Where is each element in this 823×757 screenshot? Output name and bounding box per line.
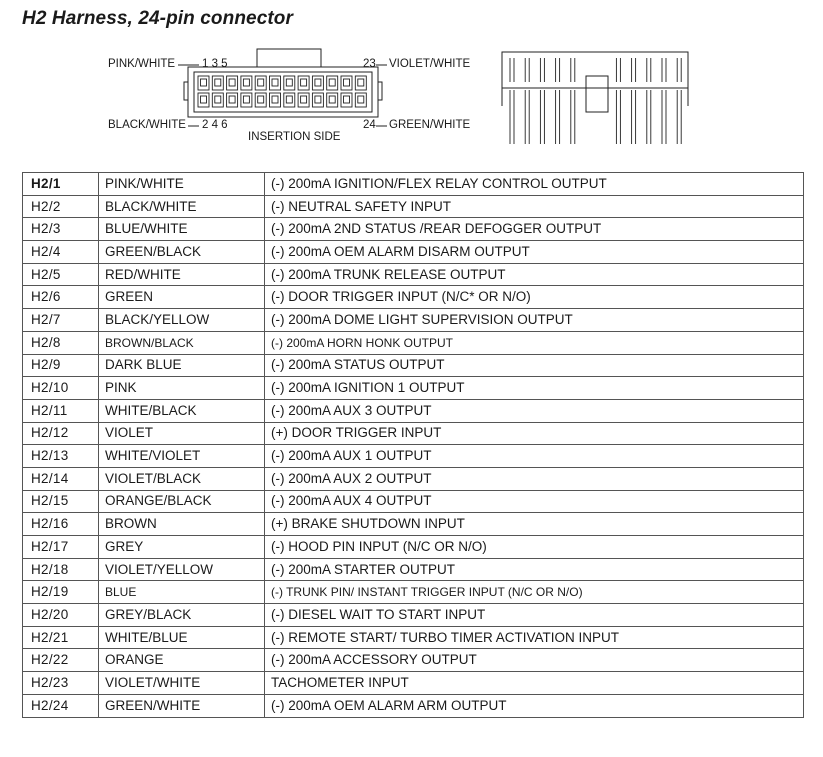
connector-cavity	[341, 93, 352, 107]
pin-id-cell: H2/8	[23, 331, 99, 354]
connector-cavity	[212, 93, 223, 107]
pin-function-cell: (-) HOOD PIN INPUT (N/C OR N/O)	[265, 536, 804, 559]
connector-terminal	[358, 96, 364, 103]
connector-terminal	[229, 79, 235, 86]
connector-cavity	[298, 76, 309, 90]
table-row	[23, 422, 804, 445]
pin-id-cell: H2/11	[23, 399, 99, 422]
connector-terminal	[258, 79, 264, 86]
wire-color-cell: WHITE/BLACK	[99, 399, 265, 422]
pin-id-cell: H2/24	[23, 694, 99, 717]
wire-color-cell: BROWN/BLACK	[99, 331, 265, 354]
connector-terminal	[344, 96, 350, 103]
table-row	[23, 672, 804, 695]
connector-terminal	[358, 79, 364, 86]
wire-color-cell: ORANGE/BLACK	[99, 490, 265, 513]
connector-cavity	[255, 76, 266, 90]
connector-terminal	[215, 79, 221, 86]
connector-cavity	[355, 93, 366, 107]
connector-cavity	[327, 76, 338, 90]
connector-side-diagram	[500, 48, 695, 146]
pin-id-cell: H2/10	[23, 377, 99, 400]
table-row	[23, 513, 804, 536]
connector-terminal	[329, 96, 335, 103]
connector-cavity	[212, 76, 223, 90]
connector-cavity	[227, 93, 238, 107]
connector-terminal	[229, 96, 235, 103]
connector-cavity	[198, 93, 209, 107]
pin-id-cell: H2/3	[23, 218, 99, 241]
pin-function-cell: (-) 200mA STATUS OUTPUT	[265, 354, 804, 377]
pin-id-cell: H2/4	[23, 241, 99, 264]
pin-id-cell: H2/16	[23, 513, 99, 536]
pin-function-cell: (+) BRAKE SHUTDOWN INPUT	[265, 513, 804, 536]
pin-id-cell: H2/5	[23, 263, 99, 286]
pin-function-cell: (-) 200mA AUX 4 OUTPUT	[265, 490, 804, 513]
pin-function-cell: (-) TRUNK PIN/ INSTANT TRIGGER INPUT (N/C OR N/O)	[265, 581, 804, 604]
table-row	[23, 581, 804, 604]
wire-color-cell: GREEN/WHITE	[99, 694, 265, 717]
pin-id-cell: H2/22	[23, 649, 99, 672]
connector-terminal	[272, 79, 278, 86]
pin-function-cell: (-) 200mA HORN HONK OUTPUT	[265, 331, 804, 354]
pinout-table	[22, 172, 804, 718]
connector-cavity	[241, 76, 252, 90]
pin-id-cell: H2/15	[23, 490, 99, 513]
wire-color-cell: ORANGE	[99, 649, 265, 672]
pin-function-cell: (-) 200mA IGNITION 1 OUTPUT	[265, 377, 804, 400]
wire-color-cell: BLACK/WHITE	[99, 195, 265, 218]
pin-id-cell: H2/17	[23, 536, 99, 559]
connector-cavity	[327, 93, 338, 107]
connector-cavity	[284, 76, 295, 90]
pin-function-cell: (-) 200mA ACCESSORY OUTPUT	[265, 649, 804, 672]
bottom-right-wire-label: GREEN/WHITE	[389, 119, 471, 131]
pin-id-cell: H2/18	[23, 558, 99, 581]
table-row	[23, 309, 804, 332]
pin-id-cell: H2/9	[23, 354, 99, 377]
connector-cavity	[355, 76, 366, 90]
table-row	[23, 218, 804, 241]
wire-color-cell: GREY	[99, 536, 265, 559]
wire-color-cell: BROWN	[99, 513, 265, 536]
connector-terminal	[344, 79, 350, 86]
top-left-pins-label: 1 3 5	[202, 58, 228, 70]
table-row	[23, 399, 804, 422]
connector-terminal	[201, 79, 207, 86]
connector-terminal	[243, 79, 249, 86]
connector-cavity	[298, 93, 309, 107]
table-row	[23, 558, 804, 581]
connector-terminal	[258, 96, 264, 103]
pin-id-cell: H2/2	[23, 195, 99, 218]
top-right-wire-label: VIOLET/WHITE	[389, 58, 471, 70]
pin-function-cell: TACHOMETER INPUT	[265, 672, 804, 695]
wire-color-cell: VIOLET/BLACK	[99, 467, 265, 490]
bottom-left-pins-label: 2 4 6	[202, 119, 228, 131]
pin-function-cell: (-) 200mA STARTER OUTPUT	[265, 558, 804, 581]
pin-function-cell: (-) 200mA 2ND STATUS /REAR DEFOGGER OUTPUT	[265, 218, 804, 241]
pin-id-cell: H2/1	[23, 173, 99, 196]
connector-terminal	[272, 96, 278, 103]
wire-color-cell: GREEN/BLACK	[99, 241, 265, 264]
table-row	[23, 536, 804, 559]
pin-function-cell: (-) NEUTRAL SAFETY INPUT	[265, 195, 804, 218]
wire-color-cell: BLUE/WHITE	[99, 218, 265, 241]
table-row	[23, 354, 804, 377]
wire-color-cell: VIOLET/YELLOW	[99, 558, 265, 581]
pin-function-cell: (-) 200mA AUX 3 OUTPUT	[265, 399, 804, 422]
pin-id-cell: H2/12	[23, 422, 99, 445]
top-left-wire-label: PINK/WHITE	[108, 58, 176, 70]
table-row	[23, 626, 804, 649]
insertion-side-label: INSERTION SIDE	[248, 131, 341, 143]
page-title: H2 Harness, 24-pin connector	[22, 8, 293, 29]
table-row	[23, 377, 804, 400]
connector-cavity	[341, 76, 352, 90]
pin-id-cell: H2/20	[23, 604, 99, 627]
table-row	[23, 173, 804, 196]
connector-terminal	[301, 79, 307, 86]
wire-color-cell: DARK BLUE	[99, 354, 265, 377]
table-row	[23, 331, 804, 354]
pin-function-cell: (-) 200mA DOME LIGHT SUPERVISION OUTPUT	[265, 309, 804, 332]
pin-function-cell: (-) 200mA TRUNK RELEASE OUTPUT	[265, 263, 804, 286]
pin-function-cell: (-) 200mA OEM ALARM DISARM OUTPUT	[265, 241, 804, 264]
pin-id-cell: H2/19	[23, 581, 99, 604]
table-row	[23, 649, 804, 672]
wire-color-cell: GREEN	[99, 286, 265, 309]
pin-function-cell: (-) DOOR TRIGGER INPUT (N/C* OR N/O)	[265, 286, 804, 309]
table-row	[23, 286, 804, 309]
pin-function-cell: (+) DOOR TRIGGER INPUT	[265, 422, 804, 445]
connector-terminal	[301, 96, 307, 103]
top-right-pin-label: 23	[363, 58, 376, 70]
connector-face-diagram	[100, 46, 480, 146]
connector-face-drawing	[100, 46, 480, 146]
connector-cavity	[198, 76, 209, 90]
table-row	[23, 445, 804, 468]
connector-cavity	[270, 93, 281, 107]
connector-cavity	[255, 93, 266, 107]
table-row	[23, 195, 804, 218]
wire-color-cell: BLUE	[99, 581, 265, 604]
wire-color-cell: RED/WHITE	[99, 263, 265, 286]
connector-cavity	[227, 76, 238, 90]
bottom-right-pin-label: 24	[363, 119, 376, 131]
bottom-left-wire-label: BLACK/WHITE	[108, 119, 186, 131]
wire-color-cell: VIOLET/WHITE	[99, 672, 265, 695]
wire-color-cell: WHITE/BLUE	[99, 626, 265, 649]
pin-id-cell: H2/13	[23, 445, 99, 468]
pin-id-cell: H2/6	[23, 286, 99, 309]
connector-cavity	[284, 93, 295, 107]
connector-terminal	[329, 79, 335, 86]
table-row	[23, 694, 804, 717]
pin-function-cell: (-) DIESEL WAIT TO START INPUT	[265, 604, 804, 627]
wire-color-cell: PINK	[99, 377, 265, 400]
pin-function-cell: (-) REMOTE START/ TURBO TIMER ACTIVATION INPUT	[265, 626, 804, 649]
connector-terminal	[286, 79, 292, 86]
table-row	[23, 604, 804, 627]
connector-terminal	[286, 96, 292, 103]
connector-cavity	[312, 76, 323, 90]
wire-color-cell: WHITE/VIOLET	[99, 445, 265, 468]
connector-terminal	[201, 96, 207, 103]
wire-color-cell: PINK/WHITE	[99, 173, 265, 196]
connector-terminal	[243, 96, 249, 103]
connector-terminal	[315, 79, 321, 86]
connector-terminal	[315, 96, 321, 103]
wire-color-cell: GREY/BLACK	[99, 604, 265, 627]
pin-id-cell: H2/7	[23, 309, 99, 332]
connector-cavity	[270, 76, 281, 90]
pin-function-cell: (-) 200mA OEM ALARM ARM OUTPUT	[265, 694, 804, 717]
wire-color-cell: BLACK/YELLOW	[99, 309, 265, 332]
table-row	[23, 467, 804, 490]
connector-cavity	[312, 93, 323, 107]
pin-function-cell: (-) 200mA AUX 1 OUTPUT	[265, 445, 804, 468]
table-row	[23, 241, 804, 264]
table-row	[23, 490, 804, 513]
pin-function-cell: (-) 200mA AUX 2 OUTPUT	[265, 467, 804, 490]
pin-id-cell: H2/23	[23, 672, 99, 695]
connector-terminal	[215, 96, 221, 103]
wire-color-cell: VIOLET	[99, 422, 265, 445]
connector-cavity	[241, 93, 252, 107]
pin-function-cell: (-) 200mA IGNITION/FLEX RELAY CONTROL OUTPUT	[265, 173, 804, 196]
pin-id-cell: H2/14	[23, 467, 99, 490]
table-row	[23, 263, 804, 286]
pin-id-cell: H2/21	[23, 626, 99, 649]
